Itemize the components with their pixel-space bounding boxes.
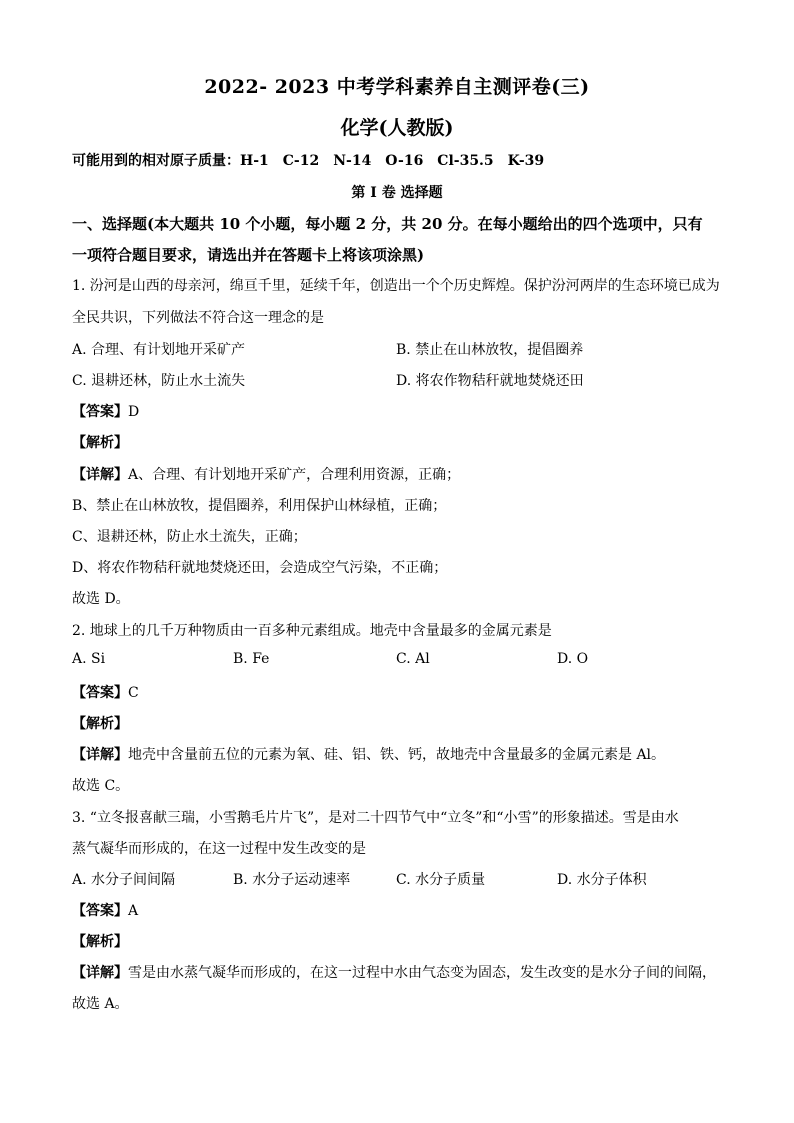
q2-analysis-tag: 【解析】 bbox=[72, 716, 128, 732]
q3-option-b: B. 水分子运动速率 bbox=[233, 872, 351, 888]
q2-option-d: D. O bbox=[557, 651, 589, 667]
detail-text: A、合理、有计划地开采矿产，合理利用资源，正确； bbox=[128, 467, 461, 483]
q3-option-c: C. 水分子质量 bbox=[396, 872, 486, 888]
q2-detail bbox=[72, 744, 732, 764]
exam-title: 2022- 2023 中考学科素养自主测评卷(三) bbox=[204, 76, 590, 98]
answer-value: A bbox=[128, 903, 139, 919]
q1-detail-4: D、将农作物秸秆就地焚烧还田，会造成空气污染，不正确； bbox=[72, 560, 448, 576]
answer-tag: 【答案】 bbox=[72, 685, 128, 701]
q1-detail-3: C、退耕还林，防止水土流失，正确； bbox=[72, 529, 307, 545]
detail-tag: 【详解】 bbox=[72, 965, 128, 981]
q3-analysis-tag: 【解析】 bbox=[72, 934, 128, 950]
q1-stem-line1: 1. 汾河是山西的母亲河，绵亘千里，延续千年，创造出一个个历史辉煌。保护汾河两岸的生态环境已成为 bbox=[72, 278, 720, 294]
q3-stem-line2: 蒸气凝华而形成的，在这一过程中发生改变的是 bbox=[72, 841, 366, 857]
detail-tag: 【详解】 bbox=[72, 747, 128, 763]
answer-tag: 【答案】 bbox=[72, 404, 128, 420]
section-title: 第 I 卷 选择题 bbox=[351, 185, 443, 201]
q1-detail-1 bbox=[72, 464, 732, 484]
answer-value: C bbox=[128, 685, 139, 701]
q3-stem-line1: 3. “立冬报喜献三瑞，小雪鹅毛片片飞”，是对二十四节气中“立冬”和“小雪”的形象描述。雪是由水 bbox=[72, 810, 679, 826]
exam-subtitle: 化学(人教版) bbox=[340, 117, 454, 139]
q3-answer bbox=[72, 900, 732, 920]
q2-conclusion: 故选 C。 bbox=[72, 778, 130, 794]
q2-answer bbox=[72, 682, 732, 702]
detail-text: 地壳中含量前五位的元素为氧、硅、铝、铁、钙，故地壳中含量最多的金属元素是 Al。 bbox=[128, 747, 666, 763]
q1-conclusion: 故选 D。 bbox=[72, 591, 130, 607]
q3-conclusion: 故选 A。 bbox=[72, 996, 129, 1012]
answer-value: D bbox=[128, 404, 140, 420]
q1-detail-2: B、禁止在山林放牧，提倡圈养，利用保护山林绿植，正确； bbox=[72, 498, 447, 514]
atomic-masses-note: 可能用到的相对原子质量：H-1 C-12 N-14 O-16 Cl-35.5 K-39 bbox=[72, 153, 545, 169]
q1-option-d: D. 将农作物秸秆就地焚烧还田 bbox=[396, 373, 584, 389]
q2-option-a: A. Si bbox=[72, 651, 106, 667]
q2-option-c: C. Al bbox=[396, 651, 430, 667]
detail-tag: 【详解】 bbox=[72, 467, 128, 483]
section-instructions-line1: 一、选择题(本大题共 10 个小题，每小题 2 分，共 20 分。在每小题给出的四个选项中，只有 bbox=[72, 215, 703, 233]
q2-stem: 2. 地球上的几千万种物质由一百多种元素组成。地壳中含量最多的金属元素是 bbox=[72, 623, 552, 639]
detail-text: 雪是由水蒸气凝华而形成的，在这一过程中水由气态变为固态，发生改变的是水分子间的间隔， bbox=[128, 965, 716, 981]
answer-tag: 【答案】 bbox=[72, 903, 128, 919]
q1-option-b: B. 禁止在山林放牧，提倡圈养 bbox=[396, 342, 584, 358]
q1-answer bbox=[72, 401, 732, 421]
q1-option-c: C. 退耕还林，防止水土流失 bbox=[72, 373, 246, 389]
section-instructions-line2: 一项符合题目要求，请选出并在答题卡上将该项涂黑) bbox=[72, 246, 425, 264]
q2-option-b: B. Fe bbox=[233, 651, 270, 667]
q1-analysis-tag: 【解析】 bbox=[72, 435, 128, 451]
q3-detail bbox=[72, 962, 732, 982]
q3-option-d: D. 水分子体积 bbox=[557, 872, 647, 888]
q1-stem-line2: 全民共识，下列做法不符合这一理念的是 bbox=[72, 310, 324, 326]
q1-option-a: A. 合理、有计划地开采矿产 bbox=[72, 342, 246, 358]
q3-option-a: A. 水分子间间隔 bbox=[72, 872, 176, 888]
